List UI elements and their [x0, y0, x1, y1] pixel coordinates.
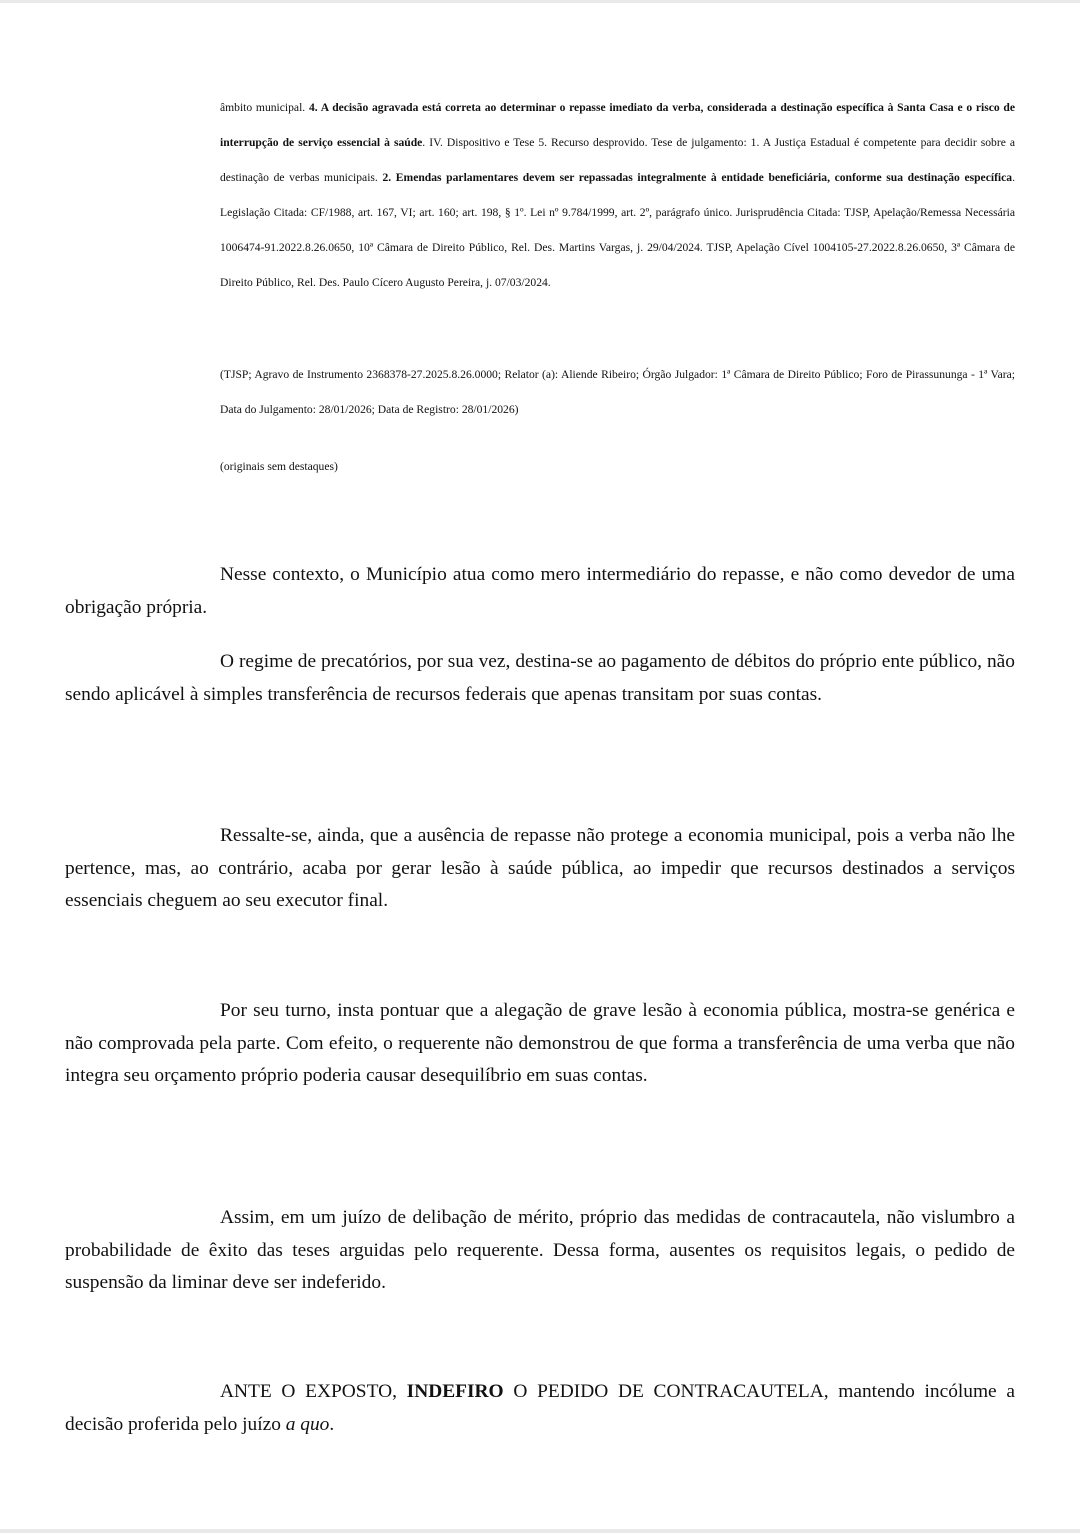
quote-note: (originais sem destaques) [220, 460, 338, 473]
ementa-bold-2: 2. Emendas parlamentares devem ser repassadas integralmente à entidade beneficiária, conforme sua destinação específica [382, 171, 1013, 184]
dispositivo-italic: a quo [285, 1413, 330, 1435]
ementa-text-2: . IV. Dispositivo e Tese 5. Recurso desprovido. Tese de julgamento: 1. A Justiça Estadual é competente para decidir sobre a destinação de verbas municipais. [220, 136, 1015, 184]
paragraph-ausencia-repasse: Ressalte-se, ainda, que a ausência de repasse não protege a economia municipal, pois a verba não lhe pertence, mas, ao contrário, acaba por gerar lesão à saúde pública, ao impedir que recursos destinados a serviços essenciais cheguem ao seu executor final. [65, 825, 1015, 911]
paragraph-grave-lesao: Por seu turno, insta pontuar que a alegação de grave lesão à economia pública, mostra-se genérica e não comprovada pela parte. Com efeito, o requerente não demonstrou de que forma a transferência de uma verba que não integra seu orçamento próprio poderia causar desequilíbrio em suas contas. [65, 1000, 1015, 1086]
paragraph-dispositivo [65, 1376, 1015, 1441]
dispositivo-bold: INDEFIRO [406, 1381, 504, 1402]
ementa-text-3: . Legislação Citada: CF/1988, art. 167, VI; art. 160; art. 198, § 1º. Lei nº 9.784/1999, art. 2º, parágrafo único. Jurisprudência Citada: TJSP, Apelação/Remessa Necessária 1006474-91.2022.8.26.0650, 10ª Câmara de Direito Público, Rel. Des. Martins Vargas, j. 29/04/2024. TJSP, Apelação Cível 1004105-27.2022.8.26.0650, 3ª Câmara de Direito Público, Rel. Des. Paulo Cícero Augusto Pereira, j. 07/03/2024. [220, 171, 1015, 289]
bottom-edge [0, 1529, 1080, 1533]
paragraph-juizo-delibacao: Assim, em um juízo de delibação de mérito, próprio das medidas de contracautela, não vislumbro a probabilidade de êxito das teses arguidas pelo requerente. Dessa forma, ausentes os requisitos legais, o pedido de suspensão da liminar deve ser indeferido. [65, 1207, 1015, 1293]
dispositivo-text-2: O PEDIDO DE CONTRACAUTELA, mantendo incólume a decisão proferida pelo juízo [65, 1381, 1015, 1435]
paragraph-regime-precatorios: O regime de precatórios, por sua vez, destina-se ao pagamento de débitos do próprio ente público, não sendo aplicável à simples transferência de recursos federais que apenas transitam por suas contas. [65, 651, 1015, 705]
dispositivo-text-3: . [329, 1413, 335, 1435]
ementa-text-1: âmbito municipal. [220, 101, 309, 114]
top-edge [0, 0, 1080, 3]
dispositivo-text-1: ANTE O EXPOSTO, [220, 1381, 407, 1402]
quoted-ementa [220, 90, 1015, 300]
ementa-bold-1: 4. A decisão agravada está correta ao determinar o repasse imediato da verba, considerada a destinação específica à Santa Casa e o risco de interrupção de serviço essencial à saúde [220, 101, 1015, 149]
paragraph-municipio-intermediario: Nesse contexto, o Município atua como mero intermediário do repasse, e não como devedor de uma obrigação própria. [65, 564, 1015, 618]
quote-citation: (TJSP; Agravo de Instrumento 2368378-27.2025.8.26.0000; Relator (a): Aliende Ribeiro; Órgão Julgador: 1ª Câmara de Direito Público; Foro de Pirassununga - 1ª Vara; Data do Julgamento: 28/01/2026; Data de Registro: 28/01/2026) [220, 368, 1015, 416]
